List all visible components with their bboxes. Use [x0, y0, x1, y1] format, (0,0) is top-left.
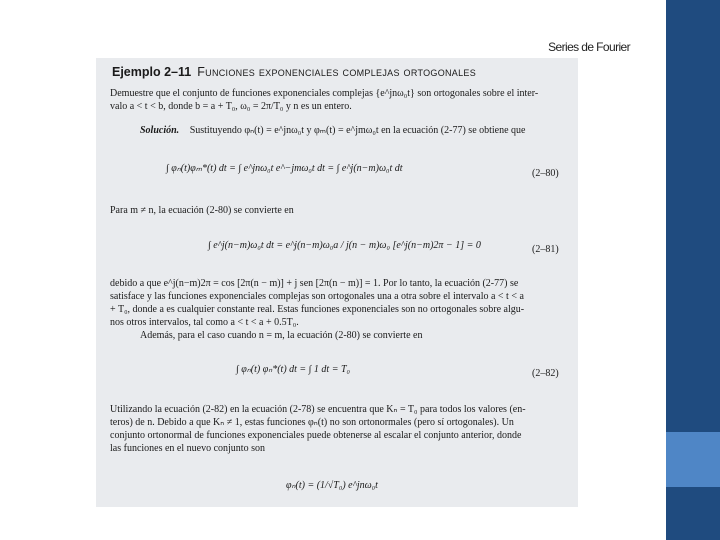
paragraph-because-line-4: nos otros intervalos, tal como a < t < a + 0.5T₀.	[110, 317, 299, 328]
paragraph-using-line-3: conjunto ortonormal de funciones exponenciales puede obtenerse al escalar el conjunto anterior, donde	[110, 430, 522, 441]
equation-number-2-82: (2–82)	[532, 368, 559, 379]
slide-title: Series de Fourier	[548, 40, 630, 54]
equation-2-82: ∫ φₙ(t) φₙ*(t) dt = ∫ 1 dt = T₀	[236, 364, 350, 375]
equation-number-2-81: (2–81)	[532, 244, 559, 255]
paragraph-because-line-3: + T₀, donde a es cualquier constante real. Estas funciones exponenciales son no ortogonales sobre algu-	[110, 304, 525, 315]
problem-statement-line-1: Demuestre que el conjunto de funciones exponenciales complejas {e^jnω₀t} son ortogonales sobre el inter-	[110, 88, 539, 99]
paragraph-using-line-1: Utilizando la ecuación (2-82) en la ecuación (2-78) se encuentra que Kₙ = T₀ para todos los valores (en-	[110, 404, 526, 415]
example-label: Ejemplo 2–11	[112, 65, 192, 79]
equation-2-81: ∫ e^j(n−m)ω₀t dt = e^j(n−m)ω₀a / j(n − m)ω₀ [e^j(n−m)2π − 1] = 0	[208, 240, 481, 251]
example-heading	[112, 66, 476, 79]
paragraph-because-line-2: satisface y las funciones exponenciales complejas son ortogonales una a otra sobre el intervalo a < t < a	[110, 291, 524, 302]
equation-orthonormal: φₙ(t) = (1/√T₀) e^jnω₀t	[286, 480, 378, 491]
paragraph-m-ne-n: Para m ≠ n, la ecuación (2-80) se convierte en	[110, 205, 294, 216]
solution-paragraph	[140, 125, 526, 138]
solution-label: Solución.	[140, 125, 180, 136]
equation-number-2-80: (2–80)	[532, 168, 559, 179]
paragraph-using-line-2: teros) de n. Debido a que Kₙ ≠ 1, estas funciones φₙ(t) no son ortonormales (pero sí ortogonales). Un	[110, 417, 514, 428]
paragraph-n-equals-m: Además, para el caso cuando n = m, la ecuación (2-80) se convierte en	[140, 330, 423, 341]
solution-text: Sustituyendo φₙ(t) = e^jnω₀t y φₘ(t) = e^jmω₀t en la ecuación (2-77) se obtiene que	[189, 125, 526, 136]
decorative-side-bar-accent	[666, 432, 720, 487]
problem-statement-line-2: valo a < t < b, donde b = a + T₀, ω₀ = 2π/T₀ y n es un entero.	[110, 101, 352, 112]
paragraph-because-line-1: debido a que e^j(n−m)2π = cos [2π(n − m)] + j sen [2π(n − m)] = 1. Por lo tanto, la ecuación (2-77) se	[110, 278, 519, 289]
scanned-book-page	[96, 58, 578, 507]
paragraph-using-line-4: las funciones en el nuevo conjunto son	[110, 443, 265, 454]
example-title: Funciones exponenciales complejas ortogonales	[197, 65, 477, 79]
equation-2-80: ∫ φₙ(t)φₘ*(t) dt = ∫ e^jnω₀t e^−jmω₀t dt = ∫ e^j(n−m)ω₀t dt	[166, 163, 403, 174]
